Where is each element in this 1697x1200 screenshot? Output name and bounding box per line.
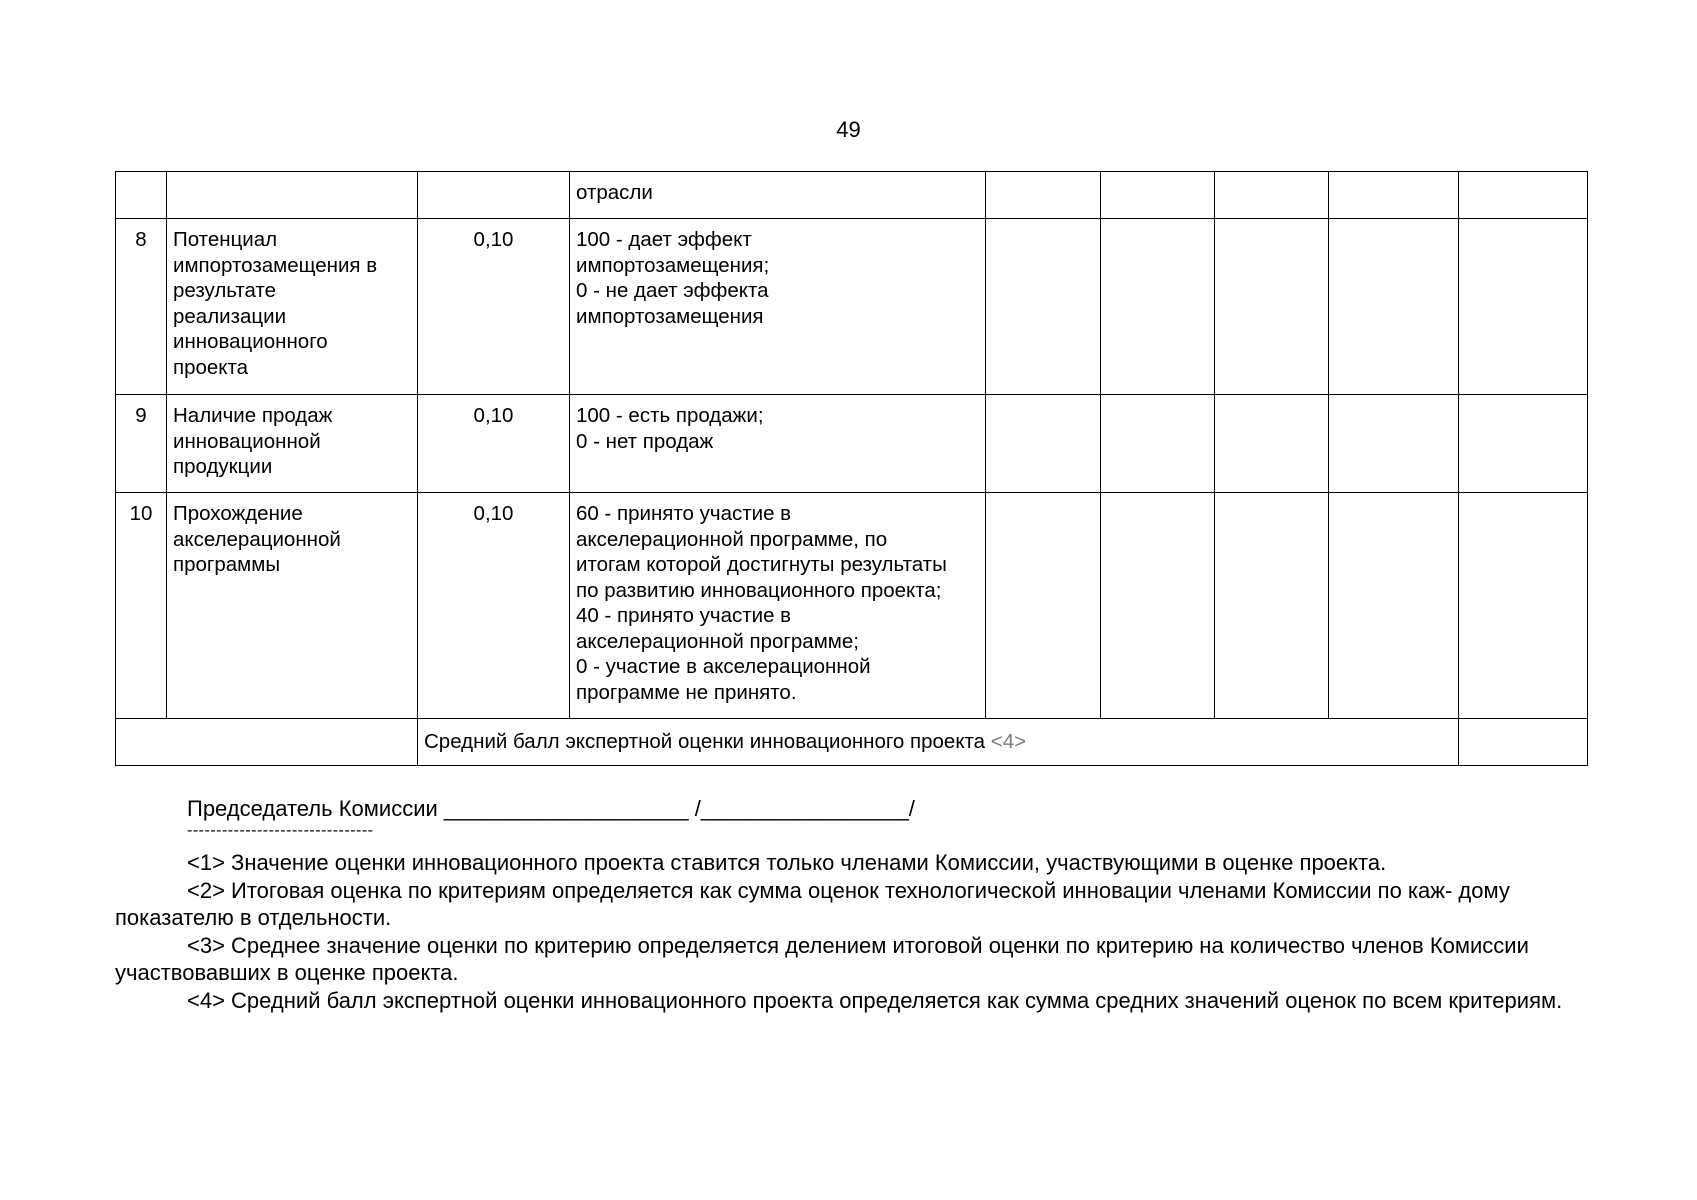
score-cell bbox=[1215, 172, 1329, 219]
footnote-3: <3> Среднее значение оценки по критерию определяется делением итоговой оценки по критерию на количество членов Комиссии участвовавших в оценке проекта. bbox=[115, 932, 1529, 985]
score-cell bbox=[1329, 172, 1459, 219]
score-cell bbox=[1215, 493, 1329, 719]
score-cell bbox=[1459, 395, 1588, 493]
footnotes bbox=[115, 849, 1587, 1014]
summary-score-cell bbox=[1459, 719, 1588, 766]
table-row bbox=[116, 172, 1588, 219]
criterion-line: инновационной bbox=[173, 429, 321, 453]
score-cell bbox=[1459, 172, 1588, 219]
score-cell bbox=[1459, 219, 1588, 395]
scale-line: акселерационной программе, по bbox=[576, 527, 888, 551]
summary-blank-cell bbox=[116, 719, 418, 766]
score-cell bbox=[986, 172, 1101, 219]
scale-line: 40 - принято участие в bbox=[576, 604, 792, 627]
scale-cell bbox=[570, 395, 986, 493]
weight-cell: 0,10 bbox=[418, 493, 570, 719]
row-number-cell: 8 bbox=[116, 219, 167, 395]
summary-label: Средний балл экспертной оценки инновационного проекта bbox=[424, 730, 986, 754]
score-cell bbox=[1329, 395, 1459, 493]
table-row bbox=[116, 493, 1588, 719]
chairman-signature-line: Председатель Комиссии ____________________ /_________________/ bbox=[187, 796, 915, 821]
footnote-separator: -------------------------------- bbox=[187, 822, 374, 839]
criterion-line: Прохождение bbox=[173, 502, 303, 525]
row-number-cell: 9 bbox=[116, 395, 167, 493]
footnote-2: <2> Итоговая оценка по критериям определяется как сумма оценок технологической инновации членами Комиссии по каж- дому показателю в отдельности. bbox=[115, 877, 1510, 930]
score-cell bbox=[1215, 395, 1329, 493]
score-cell bbox=[1101, 219, 1215, 395]
row-number-cell bbox=[116, 172, 167, 219]
scale-cell bbox=[570, 493, 986, 719]
scale-line: 0 - участие в акселерационной bbox=[576, 655, 871, 678]
page-number: 49 bbox=[836, 117, 861, 142]
scale-line: 0 - нет продаж bbox=[576, 429, 714, 453]
footnote-4: <4> Средний балл экспертной оценки инновационного проекта определяется как сумма средних значений оценок по всем критериям. bbox=[187, 987, 1563, 1013]
criterion-line: инновационного bbox=[173, 330, 328, 353]
scale-line: по развитию инновационного проекта; bbox=[576, 578, 942, 602]
score-cell bbox=[1215, 219, 1329, 395]
summary-row bbox=[116, 719, 1588, 766]
score-cell bbox=[986, 395, 1101, 493]
scale-line: программе не принято. bbox=[576, 680, 797, 704]
criterion-cell bbox=[167, 493, 418, 719]
scale-cell bbox=[570, 172, 986, 219]
table-row bbox=[116, 395, 1588, 493]
criterion-cell bbox=[167, 395, 418, 493]
scale-line: импортозамещения bbox=[576, 304, 764, 328]
weight-cell bbox=[418, 172, 570, 219]
scale-line: импортозамещения; bbox=[576, 253, 770, 277]
scale-line: 100 - есть продажи; bbox=[576, 404, 764, 427]
score-cell bbox=[1101, 395, 1215, 493]
scale-line: 60 - принято участие в bbox=[576, 502, 792, 525]
criterion-line: Наличие продаж bbox=[173, 404, 333, 427]
scale-line: итогам которой достигнуты результаты bbox=[576, 553, 947, 576]
scale-line: отрасли bbox=[576, 181, 653, 204]
criterion-line: результате bbox=[173, 279, 277, 302]
criterion-line: реализации bbox=[173, 304, 287, 328]
score-cell bbox=[1101, 493, 1215, 719]
score-cell bbox=[986, 493, 1101, 719]
score-cell bbox=[1459, 493, 1588, 719]
footnote-1: <1> Значение оценки инновационного проекта ставится только членами Комиссии, участвующими в оценке проекта. bbox=[187, 850, 1387, 875]
row-number-cell: 10 bbox=[116, 493, 167, 719]
footnote-ref: <4> bbox=[990, 730, 1027, 754]
score-cell bbox=[986, 219, 1101, 395]
criterion-line: импортозамещения в bbox=[173, 253, 378, 277]
score-cell bbox=[1101, 172, 1215, 219]
score-cell bbox=[1329, 219, 1459, 395]
scale-line: акселерационной программе; bbox=[576, 629, 859, 653]
summary-label-cell bbox=[418, 719, 1459, 766]
scale-line: 0 - не дает эффекта bbox=[576, 279, 769, 302]
criterion-line: продукции bbox=[173, 455, 273, 478]
criterion-line: программы bbox=[173, 553, 281, 576]
weight-cell: 0,10 bbox=[418, 219, 570, 395]
criteria-table bbox=[115, 171, 1588, 766]
weight-cell: 0,10 bbox=[418, 395, 570, 493]
criterion-line: акселерационной bbox=[173, 527, 341, 551]
criterion-cell bbox=[167, 219, 418, 395]
criterion-line: проекта bbox=[173, 355, 249, 379]
score-cell bbox=[1329, 493, 1459, 719]
scale-cell bbox=[570, 219, 986, 395]
table-row bbox=[116, 219, 1588, 395]
criterion-cell bbox=[167, 172, 418, 219]
criterion-line: Потенциал bbox=[173, 228, 278, 251]
scale-line: 100 - дает эффект bbox=[576, 228, 752, 251]
